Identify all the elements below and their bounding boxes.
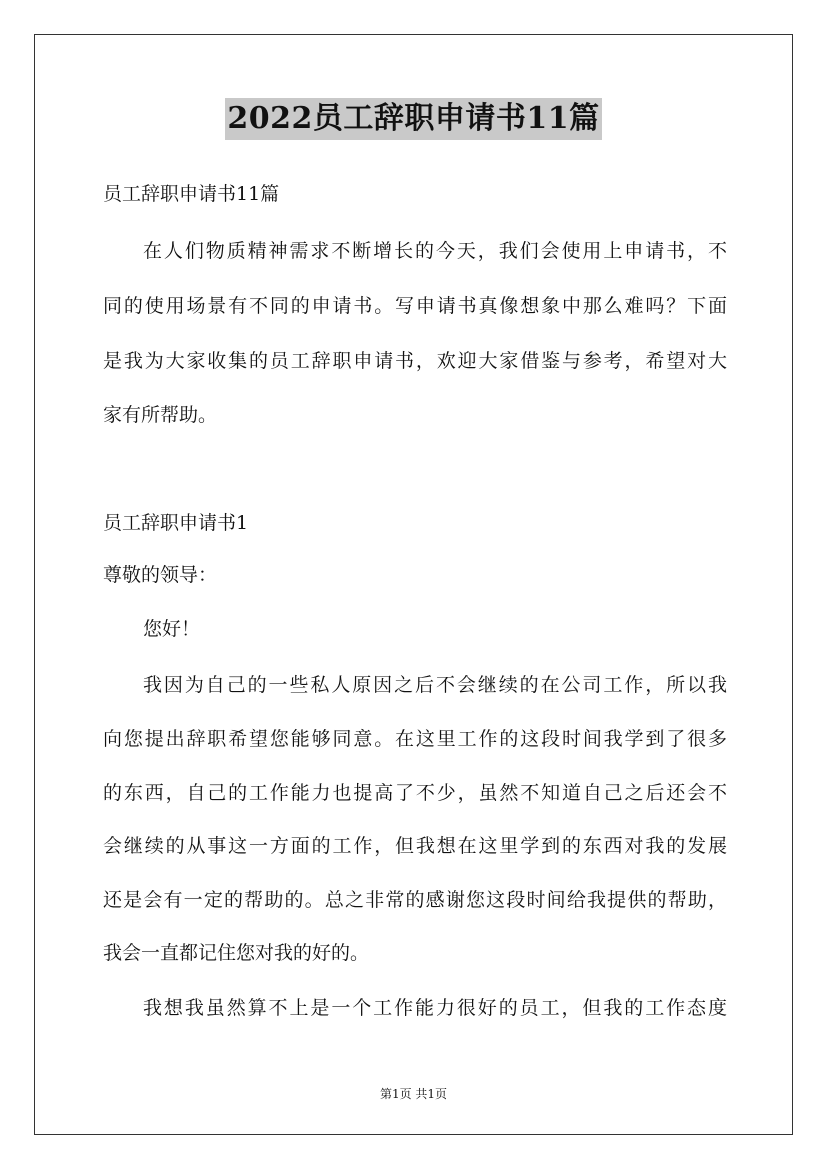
greeting: 您好！ bbox=[143, 618, 201, 640]
document-subtitle: 员工辞职申请书11篇 bbox=[103, 183, 280, 205]
intro-line-4: 家有所帮助。 bbox=[103, 404, 218, 426]
title-container bbox=[0, 98, 827, 140]
body-line-5: 还是会有一定的帮助的。总之非常的感谢您这段时间给我提供的帮助， bbox=[103, 889, 727, 911]
section-heading: 员工辞职申请书1 bbox=[103, 512, 249, 534]
body-line-6: 我会一直都记住您对我的好的。 bbox=[103, 942, 370, 964]
body-line-3: 的东西，自己的工作能力也提高了不少，虽然不知道自己之后还会不 bbox=[103, 782, 727, 804]
page-footer: 第1页 共1页 bbox=[379, 1087, 448, 1101]
intro-line-2: 同的使用场景有不同的申请书。写申请书真像想象中那么难吗？下面 bbox=[103, 295, 727, 317]
body-line-4: 会继续的从事这一方面的工作，但我想在这里学到的东西对我的发展 bbox=[103, 835, 727, 857]
body-line-7: 我想我虽然算不上是一个工作能力很好的员工，但我的工作态度 bbox=[143, 997, 727, 1019]
salutation: 尊敬的领导： bbox=[103, 564, 218, 586]
intro-line-1: 在人们物质精神需求不断增长的今天，我们会使用上申请书，不 bbox=[143, 240, 727, 262]
body-line-1: 我因为自己的一些私人原因之后不会继续的在公司工作，所以我 bbox=[143, 674, 727, 696]
intro-line-3: 是我为大家收集的员工辞职申请书，欢迎大家借鉴与参考，希望对大 bbox=[103, 350, 727, 372]
document-title: 2022员工辞职申请书11篇 bbox=[225, 98, 601, 140]
body-line-2: 向您提出辞职希望您能够同意。在这里工作的这段时间我学到了很多 bbox=[103, 728, 727, 750]
